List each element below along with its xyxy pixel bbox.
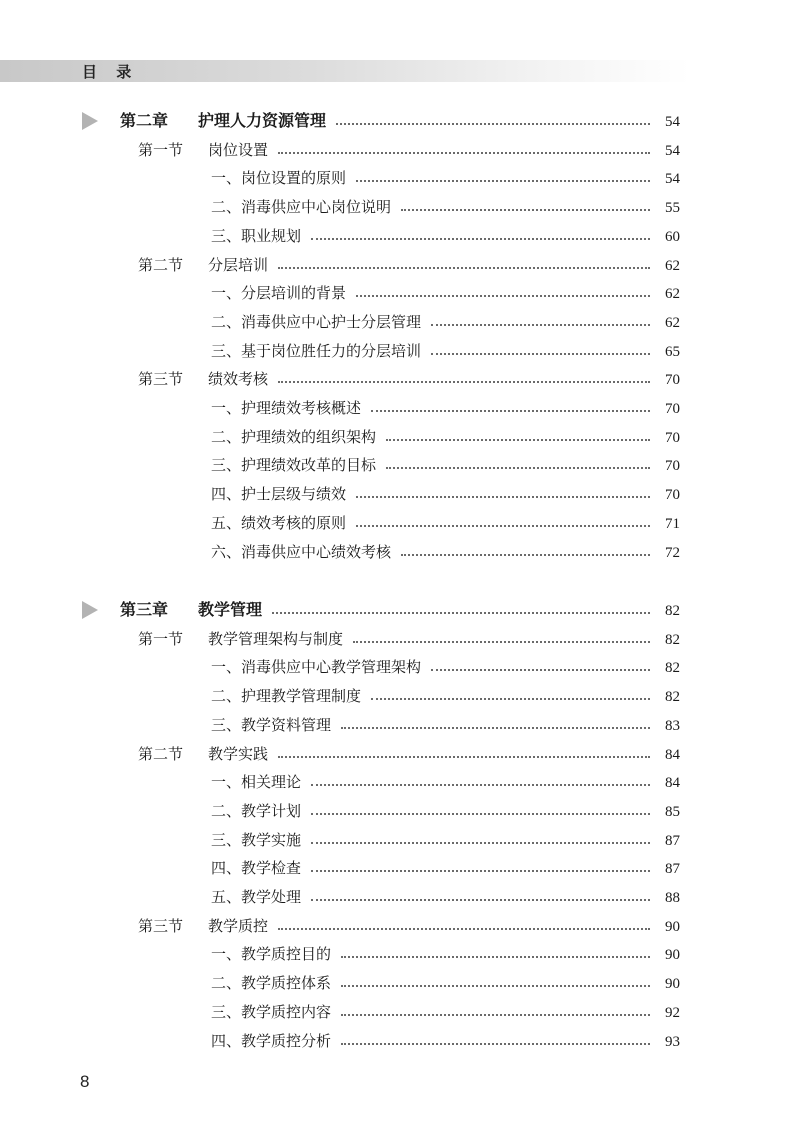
page-ref: 90 [665, 947, 680, 964]
subsection-label-title: 四、护士层级与绩效 [211, 485, 347, 504]
subsection-label-title: 一、教学质控目的 [211, 945, 332, 964]
dot-leader [353, 641, 650, 643]
section-label-number: 第三节 [138, 370, 184, 389]
page-ref: 82 [665, 603, 680, 619]
section-entry[interactable] [0, 912, 800, 940]
dot-leader [356, 525, 650, 527]
subsection-label-title: 二、教学质控体系 [211, 974, 332, 993]
chapter-label-number: 第三章 [120, 600, 169, 619]
subsection-label [211, 829, 301, 850]
subsection-entry[interactable] [0, 711, 800, 739]
subsection-label [211, 426, 376, 447]
dot-leader [431, 669, 650, 671]
dot-leader [311, 813, 650, 815]
subsection-label [211, 340, 421, 361]
subsection-label-title: 六、消毒供应中心绩效考核 [211, 542, 392, 561]
subsection-label [211, 714, 331, 735]
subsection-label [211, 282, 346, 303]
section-label-number: 第一节 [138, 629, 184, 648]
subsection-label-title: 三、职业规划 [211, 226, 302, 245]
section-label-title: 教学实践 [208, 744, 269, 763]
page-ref: 70 [665, 487, 680, 504]
subsection-label [211, 311, 421, 332]
subsection-entry[interactable] [0, 308, 800, 336]
dot-leader [356, 180, 650, 182]
dot-leader [336, 123, 650, 125]
dot-leader [311, 870, 650, 872]
subsection-label-title: 四、教学质控分析 [211, 1031, 332, 1050]
subsection-label [211, 685, 361, 706]
page-ref: 82 [665, 660, 680, 677]
chapter-entry[interactable] [0, 107, 800, 135]
page-ref: 90 [665, 918, 680, 935]
page-ref: 85 [665, 803, 680, 820]
section-label [138, 915, 268, 936]
page-ref: 71 [665, 515, 680, 532]
subsection-label [211, 541, 391, 562]
subsection-label-title: 四、教学检查 [211, 859, 302, 878]
page-ref: 84 [665, 775, 680, 792]
chapter-label-number: 第二章 [120, 111, 169, 130]
page-number: 8 [80, 1072, 90, 1091]
subsection-label-title: 二、消毒供应中心护士分层管理 [211, 312, 422, 331]
subsection-entry[interactable] [0, 538, 800, 566]
section-label-number: 第二节 [138, 255, 184, 274]
dot-leader [272, 612, 650, 614]
subsection-entry[interactable] [0, 1027, 800, 1055]
section-label-number: 第一节 [138, 140, 184, 159]
page-ref: 93 [665, 1033, 680, 1050]
subsection-entry[interactable] [0, 653, 800, 681]
subsection-label [211, 656, 421, 677]
page-ref: 62 [665, 286, 680, 303]
page-ref: 88 [665, 890, 680, 906]
dot-leader [311, 238, 650, 240]
dot-leader [356, 496, 650, 498]
subsection-label-title: 三、教学资料管理 [211, 715, 332, 734]
section-label-title: 绩效考核 [208, 370, 269, 389]
page-ref: 62 [665, 314, 680, 331]
page-title: 目 录 [82, 63, 139, 81]
page-ref: 65 [665, 343, 680, 360]
chapter-label-title: 护理人力资源管理 [198, 111, 327, 130]
dot-leader [311, 784, 650, 786]
page-ref: 54 [665, 171, 680, 188]
section-label-title: 教学质控 [208, 916, 269, 935]
subsection-label-title: 五、教学处理 [211, 888, 302, 906]
section-entry[interactable] [0, 625, 800, 653]
section-entry[interactable] [0, 251, 800, 279]
section-entry[interactable] [0, 136, 800, 164]
subsection-label-title: 一、岗位设置的原则 [211, 169, 347, 188]
section-label-number: 第二节 [138, 744, 184, 763]
page-ref: 72 [665, 544, 680, 561]
subsection-label [211, 454, 376, 475]
page-ref: 70 [665, 458, 680, 475]
dot-leader [278, 152, 650, 154]
subsection-label-title: 一、护理绩效考核概述 [211, 399, 362, 417]
subsection-label [211, 1030, 331, 1051]
subsection-label [211, 483, 346, 504]
page-ref: 82 [665, 689, 680, 706]
dot-leader [371, 698, 650, 700]
subsection-entry[interactable] [0, 480, 800, 508]
section-label [138, 368, 268, 389]
page-ref: 82 [665, 631, 680, 648]
subsection-label-title: 一、分层培训的背景 [211, 284, 347, 303]
subsection-entry[interactable] [0, 682, 800, 710]
subsection-label [211, 397, 361, 418]
page-ref: 60 [665, 228, 680, 245]
subsection-label [211, 196, 391, 217]
subsection-entry[interactable] [0, 768, 800, 796]
page-ref: 90 [665, 976, 680, 993]
subsection-label [211, 943, 331, 964]
dot-leader [341, 727, 650, 729]
section-entry[interactable] [0, 740, 800, 768]
dot-leader [386, 439, 650, 441]
dot-leader [401, 209, 650, 211]
section-label-title: 分层培训 [208, 255, 269, 274]
subsection-entry[interactable] [0, 509, 800, 537]
dot-leader [278, 756, 650, 758]
chapter-label [120, 108, 326, 131]
page-ref: 70 [665, 372, 680, 389]
subsection-label-title: 二、护理教学管理制度 [211, 687, 362, 706]
subsection-label [211, 512, 346, 533]
subsection-label [211, 886, 301, 907]
page-ref: 55 [665, 200, 680, 217]
dot-leader [356, 295, 650, 297]
page-ref: 54 [665, 114, 680, 130]
dot-leader [311, 842, 650, 844]
dot-leader [431, 353, 650, 355]
subsection-entry[interactable] [0, 940, 800, 968]
section-label-title: 岗位设置 [208, 140, 269, 159]
subsection-entry[interactable] [0, 826, 800, 854]
subsection-label-title: 一、相关理论 [211, 773, 302, 792]
section-label [138, 628, 343, 649]
subsection-entry[interactable] [0, 164, 800, 192]
dot-leader [341, 956, 650, 958]
subsection-entry[interactable] [0, 969, 800, 997]
subsection-entry[interactable] [0, 998, 800, 1026]
page-ref: 92 [665, 1004, 680, 1021]
dot-leader [278, 267, 650, 269]
subsection-label-title: 二、教学计划 [211, 801, 302, 820]
subsection-label-title: 三、基于岗位胜任力的分层培训 [211, 341, 422, 360]
subsection-label-title: 五、绩效考核的原则 [211, 513, 347, 532]
subsection-label [211, 800, 301, 821]
subsection-label [211, 771, 301, 792]
subsection-entry[interactable] [0, 423, 800, 451]
subsection-entry[interactable] [0, 394, 800, 422]
dot-leader [311, 899, 650, 901]
subsection-label-title: 二、护理绩效的组织架构 [211, 427, 377, 446]
section-label [138, 139, 268, 160]
page-ref: 70 [665, 429, 680, 446]
subsection-label [211, 225, 301, 246]
page-ref: 84 [665, 746, 680, 763]
subsection-entry[interactable] [0, 854, 800, 882]
dot-leader [401, 554, 650, 556]
dot-leader [341, 1014, 650, 1016]
section-entry[interactable] [0, 365, 800, 393]
subsection-label [211, 857, 301, 878]
subsection-label [211, 1001, 331, 1022]
subsection-entry[interactable] [0, 222, 800, 250]
section-label [138, 743, 268, 764]
chapter-entry[interactable] [0, 596, 800, 624]
subsection-label-title: 二、消毒供应中心岗位说明 [211, 198, 392, 217]
subsection-entry[interactable] [0, 193, 800, 221]
dot-leader [431, 324, 650, 326]
page-ref: 54 [665, 142, 680, 159]
subsection-label [211, 167, 346, 188]
page-ref: 62 [665, 257, 680, 274]
chapter-arrow-icon [82, 601, 98, 619]
subsection-label-title: 三、教学实施 [211, 830, 302, 849]
chapter-arrow-icon [82, 112, 98, 130]
subsection-entry[interactable] [0, 797, 800, 825]
section-label-number: 第三节 [138, 916, 184, 935]
page-ref: 70 [665, 401, 680, 417]
dot-leader [341, 985, 650, 987]
dot-leader [278, 928, 650, 930]
dot-leader [386, 467, 650, 469]
page-ref: 87 [665, 832, 680, 849]
subsection-entry[interactable] [0, 337, 800, 365]
chapter-label-title: 教学管理 [198, 600, 263, 619]
subsection-label-title: 三、教学质控内容 [211, 1002, 332, 1021]
dot-leader [371, 410, 650, 412]
subsection-label-title: 三、护理绩效改革的目标 [211, 456, 377, 475]
subsection-entry[interactable] [0, 883, 800, 911]
subsection-label [211, 972, 331, 993]
subsection-entry[interactable] [0, 279, 800, 307]
page-ref: 83 [665, 717, 680, 734]
page-ref: 87 [665, 861, 680, 878]
section-label-title: 教学管理架构与制度 [208, 629, 344, 648]
subsection-label-title: 一、消毒供应中心教学管理架构 [211, 658, 422, 677]
chapter-label [120, 597, 262, 620]
dot-leader [278, 381, 650, 383]
dot-leader [341, 1043, 650, 1045]
section-label [138, 254, 268, 275]
subsection-entry[interactable] [0, 451, 800, 479]
